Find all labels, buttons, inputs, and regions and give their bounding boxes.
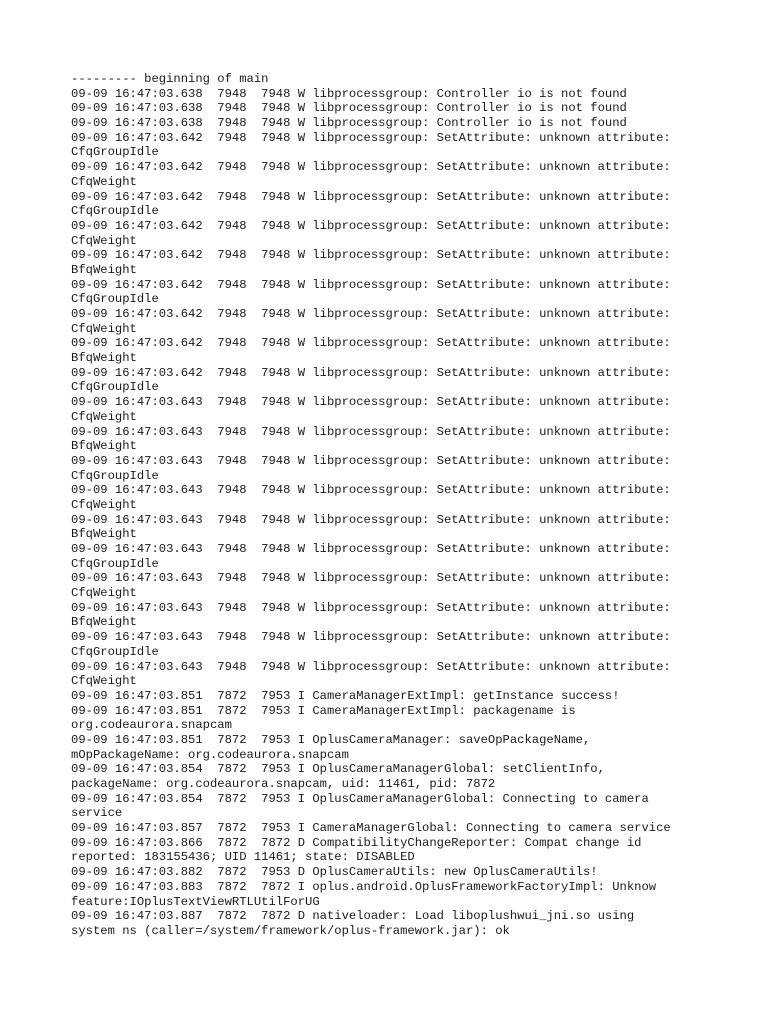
log-line: 09-09 16:47:03.887 7872 7872 D nativeloader: Load liboplushwui_jni.so using <box>71 909 635 924</box>
log-line: BfqWeight <box>71 351 137 366</box>
log-line: CfqWeight <box>71 674 137 689</box>
log-line: CfqGroupIdle <box>71 380 159 395</box>
log-line: 09-09 16:47:03.643 7948 7948 W libprocessgroup: SetAttribute: unknown attribute: <box>71 571 671 586</box>
log-line: 09-09 16:47:03.642 7948 7948 W libprocessgroup: SetAttribute: unknown attribute: <box>71 336 671 351</box>
log-line: CfqWeight <box>71 233 137 248</box>
log-line: 09-09 16:47:03.642 7948 7948 W libprocessgroup: SetAttribute: unknown attribute: <box>71 189 671 204</box>
log-line: 09-09 16:47:03.642 7948 7948 W libprocessgroup: SetAttribute: unknown attribute: <box>71 218 671 233</box>
log-line: 09-09 16:47:03.851 7872 7953 I CameraManagerExtImpl: getInstance success! <box>71 688 620 703</box>
log-line: BfqWeight <box>71 439 137 454</box>
log-line: BfqWeight <box>71 262 137 277</box>
log-line: 09-09 16:47:03.854 7872 7953 I OplusCameraManagerGlobal: setClientInfo, <box>71 762 605 777</box>
log-line: 09-09 16:47:03.638 7948 7948 W libprocessgroup: Controller io is not found <box>71 116 627 131</box>
log-line: 09-09 16:47:03.642 7948 7948 W libprocessgroup: SetAttribute: unknown attribute: <box>71 277 671 292</box>
log-line: CfqWeight <box>71 409 137 424</box>
log-text <box>71 72 711 939</box>
log-line: CfqWeight <box>71 174 137 189</box>
log-line: reported: 183155436; UID 11461; state: DISABLED <box>71 850 415 865</box>
log-line: mOpPackageName: org.codeaurora.snapcam <box>71 747 349 762</box>
log-line: BfqWeight <box>71 615 137 630</box>
log-line: 09-09 16:47:03.643 7948 7948 W libprocessgroup: SetAttribute: unknown attribute: <box>71 600 671 615</box>
log-line: CfqWeight <box>71 497 137 512</box>
log-line: 09-09 16:47:03.642 7948 7948 W libprocessgroup: SetAttribute: unknown attribute: <box>71 365 671 380</box>
log-line: CfqGroupIdle <box>71 204 159 219</box>
log-line: 09-09 16:47:03.643 7948 7948 W libprocessgroup: SetAttribute: unknown attribute: <box>71 512 671 527</box>
log-line: org.codeaurora.snapcam <box>71 718 232 733</box>
log-line: 09-09 16:47:03.866 7872 7872 D CompatibilityChangeReporter: Compat change id <box>71 835 642 850</box>
log-line: 09-09 16:47:03.643 7948 7948 W libprocessgroup: SetAttribute: unknown attribute: <box>71 630 671 645</box>
log-line: 09-09 16:47:03.851 7872 7953 I CameraManagerExtImpl: packagename is <box>71 703 576 718</box>
log-line: 09-09 16:47:03.643 7948 7948 W libprocessgroup: SetAttribute: unknown attribute: <box>71 395 671 410</box>
log-line: system ns (caller=/system/framework/oplus-framework.jar): ok <box>71 923 510 938</box>
log-line: 09-09 16:47:03.851 7872 7953 I OplusCameraManager: saveOpPackageName, <box>71 732 591 747</box>
log-line: 09-09 16:47:03.857 7872 7953 I CameraManagerGlobal: Connecting to camera service <box>71 821 671 836</box>
log-line: 09-09 16:47:03.882 7872 7953 D OplusCameraUtils: new OplusCameraUtils! <box>71 865 598 880</box>
log-line: 09-09 16:47:03.642 7948 7948 W libprocessgroup: SetAttribute: unknown attribute: <box>71 160 671 175</box>
log-line: 09-09 16:47:03.643 7948 7948 W libprocessgroup: SetAttribute: unknown attribute: <box>71 453 671 468</box>
log-line: CfqGroupIdle <box>71 292 159 307</box>
log-line: 09-09 16:47:03.643 7948 7948 W libprocessgroup: SetAttribute: unknown attribute: <box>71 542 671 556</box>
log-line: 09-09 16:47:03.643 7948 7948 W libprocessgroup: SetAttribute: unknown attribute: <box>71 483 671 498</box>
log-line: 09-09 16:47:03.854 7872 7953 I OplusCameraManagerGlobal: Connecting to camera <box>71 791 649 806</box>
log-line: 09-09 16:47:03.642 7948 7948 W libprocessgroup: SetAttribute: unknown attribute: <box>71 248 671 263</box>
log-line: CfqWeight <box>71 586 137 601</box>
log-line: 09-09 16:47:03.638 7948 7948 W libprocessgroup: Controller io is not found <box>71 101 627 116</box>
log-line: CfqGroupIdle <box>71 468 159 483</box>
log-line: feature:IOplusTextViewRTLUtilForUG <box>71 894 320 909</box>
log-line: 09-09 16:47:03.643 7948 7948 W libprocessgroup: SetAttribute: unknown attribute: <box>71 424 671 439</box>
log-line: CfqGroupIdle <box>71 556 159 571</box>
log-line: CfqWeight <box>71 321 137 336</box>
log-line: 09-09 16:47:03.643 7948 7948 W libprocessgroup: SetAttribute: unknown attribute: <box>71 659 671 674</box>
log-line: 09-09 16:47:03.642 7948 7948 W libprocessgroup: SetAttribute: unknown attribute: <box>71 307 671 321</box>
log-line: packageName: org.codeaurora.snapcam, uid: 11461, pid: 7872 <box>71 777 496 791</box>
log-line: service <box>71 806 123 821</box>
log-line: 09-09 16:47:03.883 7872 7872 I oplus.android.OplusFrameworkFactoryImpl: Unknow <box>71 879 657 894</box>
log-line: --------- beginning of main <box>71 72 269 86</box>
log-line: BfqWeight <box>71 527 137 542</box>
log-line: 09-09 16:47:03.638 7948 7948 W libprocessgroup: Controller io is not found <box>71 86 627 101</box>
log-line: CfqGroupIdle <box>71 145 159 160</box>
log-line: CfqGroupIdle <box>71 644 159 659</box>
log-line: 09-09 16:47:03.642 7948 7948 W libprocessgroup: SetAttribute: unknown attribute: <box>71 130 671 145</box>
